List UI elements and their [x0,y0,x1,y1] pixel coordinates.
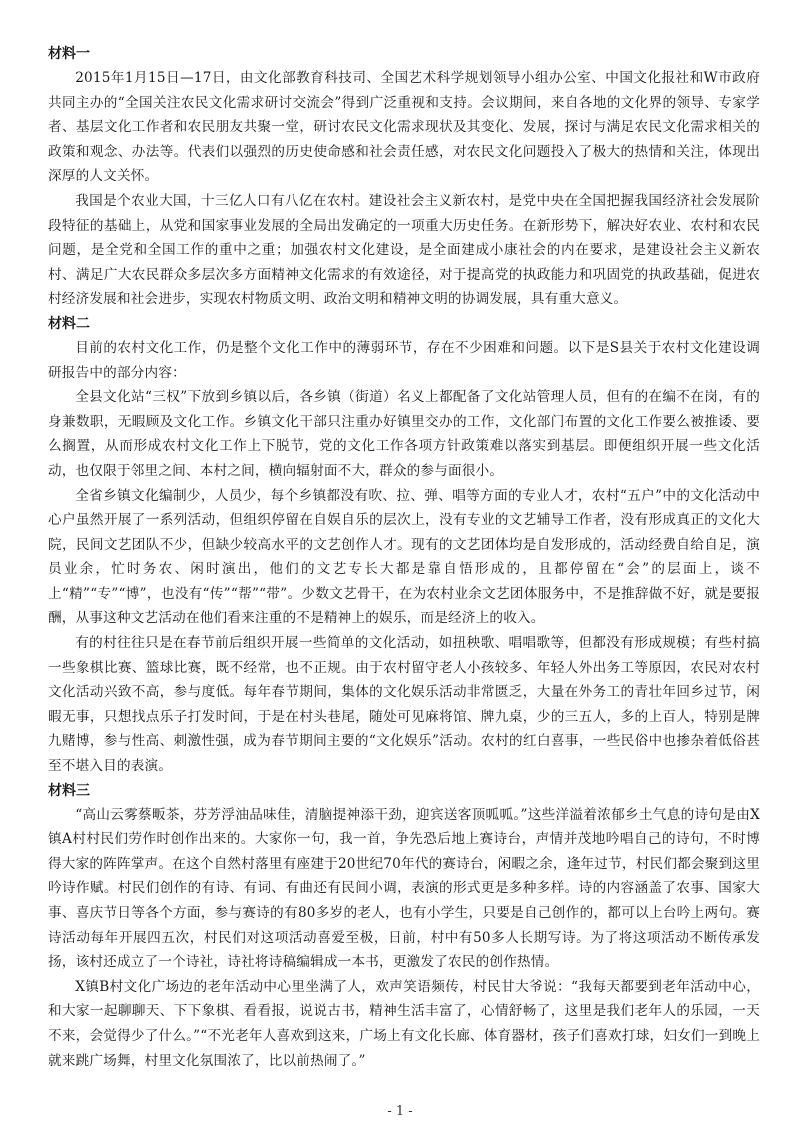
material-three-section [48,781,760,1074]
page-number: - 1 - [387,1104,413,1119]
paragraph: 有的村往往只是在春节前后组织开展一些简单的文化活动，如扭秧歌、唱唱歌等，但都没有形成规模；有些村搞一些象棋比赛、篮球比赛，既不经常，也不正规。由于农村留守老人小孩较多、年轻人外出务工等原因，农民对农村文化活动兴致不高，参与度低。每年春节期间，集体的文化娱乐活动非常匮乏，大量在外务工的青壮年回乡过节，闲暇无事，只想找点乐子打发时间，于是在村头巷尾，随处可见麻将馆、牌九桌，少的三五人，多的上百人，特别是牌九赌博，参与性高、刺激性强，成为春节期间主要的“文化娱乐”活动。农村的红白喜事，一些民俗中也掺杂着低俗甚至不堪入目的表演。 [48,635,760,775]
material-two-section [48,314,760,779]
material-one-section [48,44,760,312]
paragraph: 全省乡镇文化编制少，人员少，每个乡镇都没有吹、拉、弹、唱等方面的专业人才，农村“五户”中的文化活动中心户虽然开展了一系列活动，但组织停留在自娱自乐的层次上，没有专业的文艺辅导工作者，没有形成真正的文化大院，民间文艺团队不少，但缺少较高水平的文艺创作人才。现有的文艺团体均是自发形成的，活动经费自给自足，演员业余，忙时务农、闲时演出，他们的文艺专长大都是靠自悟形成的，且都停留在“会”的层面上，谈不上“精”“专”“博”，也没有“传”“帮”“带”。少数文艺骨干，在为农村业余文艺团体服务中，不是推辞做不好，就是要报酬，从事这种文艺活动在他们看来注重的不是精神上的娱乐，而是经济上的收入。 [48,487,760,627]
paragraph: “高山云雾蔡畈茶，芬芳浮油品味佳，清脑提神添干劲，迎宾送客顶呱呱。”这些洋溢着浓郁乡土气息的诗句是由X镇A村村民们劳作时创作出来的。大家你一句，我一首，争先恐后地上赛诗台，声情并茂地吟唱自己的诗句，不时博得大家的阵阵掌声。在这个自然村落里有座建于20世纪70年代的赛诗台，闲暇之余，逢年过节，村民们都会聚到这里吟诗作赋。村民们创作的有诗、有词、有曲还有民间小调，表演的形式更是多种多样。诗的内容涵盖了农事、国家大事、喜庆节日等各个方面，参与赛诗的有80多岁的老人，也有小学生，只要是自己创作的，都可以上台吟上两句。赛诗活动每年开展四五次，村民们对这项活动喜爱至极，日前，村中有50多人长期写诗。为了将这项活动不断传承发扬，该村还成立了一个诗社，诗社将诗稿编辑成一本书，更激发了农民的创作热情。 [48,806,760,971]
paragraph: 2015年1月15日—17日，由文化部教育科技司、全国艺术科学规划领导小组办公室、中国文化报社和W市政府共同主办的“全国关注农民文化需求研讨交流会”得到广泛重视和支持。会议期间，来自各地的文化界的领导、专家学者、基层文化工作者和农民朋友共聚一堂，研讨农民文化需求现状及其变化、发展，探讨与满足农民文化需求相关的政策和观念、办法等。代表们以强烈的历史使命感和社会责任感，对农民文化问题投入了极大的热情和关注，体现出深厚的人文关怀。 [48,70,760,185]
material-three-heading: 材料三 [48,782,90,799]
material-two-heading: 材料二 [48,315,90,332]
paragraph: 目前的农村文化工作，仍是整个文化工作中的薄弱环节，存在不少困难和问题。以下是S县关于农村文化建设调研报告中的部分内容： [48,339,760,381]
paragraph: 我国是个农业大国，十三亿人口有八亿在农村。建设社会主义新农村，是党中央在全国把握我国经济社会发展阶段特征的基础上，从党和国家事业发展的全局出发确定的一项重大历史任务。在新形势下，解决好农业、农村和农民问题，是全党和全国工作的重中之重；加强农村文化建设，是全面建成小康社会的内在要求，是建设社会主义新农村、满足广大农民群众多层次多方面精神文化需求的有效途径，对于提高党的执政能力和巩固党的执政基础，促进农村经济发展和社会进步，实现农村物质文明、政治文明和精神文明的协调发展，具有重大意义。 [48,192,760,308]
paragraph: X镇B村文化广场边的老年活动中心里坐满了人，欢声笑语频传，村民甘大爷说：“我每天都要到老年活动中心，和大家一起聊聊天、下下象棋、看看报，说说古书，精神生活丰富了，心情舒畅了，这里是我们老年人的乐园，一天不来，会觉得少了什么。”“不光老年人喜欢到这来，广场上有文化长廊、体育器材，孩子们喜欢打球，妇女们一到晚上就来跳广场舞，村里文化氛围浓了，比以前热闹了。” [48,978,760,1069]
paragraph: 全县文化站“三权”下放到乡镇以后，各乡镇（街道）名义上都配备了文化站管理人员，但有的在编不在岗，有的身兼数职，无暇顾及文化工作。乡镇文化干部只注重办好镇里交办的工作，文化部门布置的文化工作要么被推诿、要么搁置，从而形成农村文化工作上下脱节，党的文化工作各项方针政策难以落实到基层。即便组织开展一些文化活动，也仅限于邻里之间、本村之间，横向辐射面不大，群众的参与面很小。 [48,389,760,479]
document-page [48,44,760,1075]
material-one-heading: 材料一 [48,46,90,62]
